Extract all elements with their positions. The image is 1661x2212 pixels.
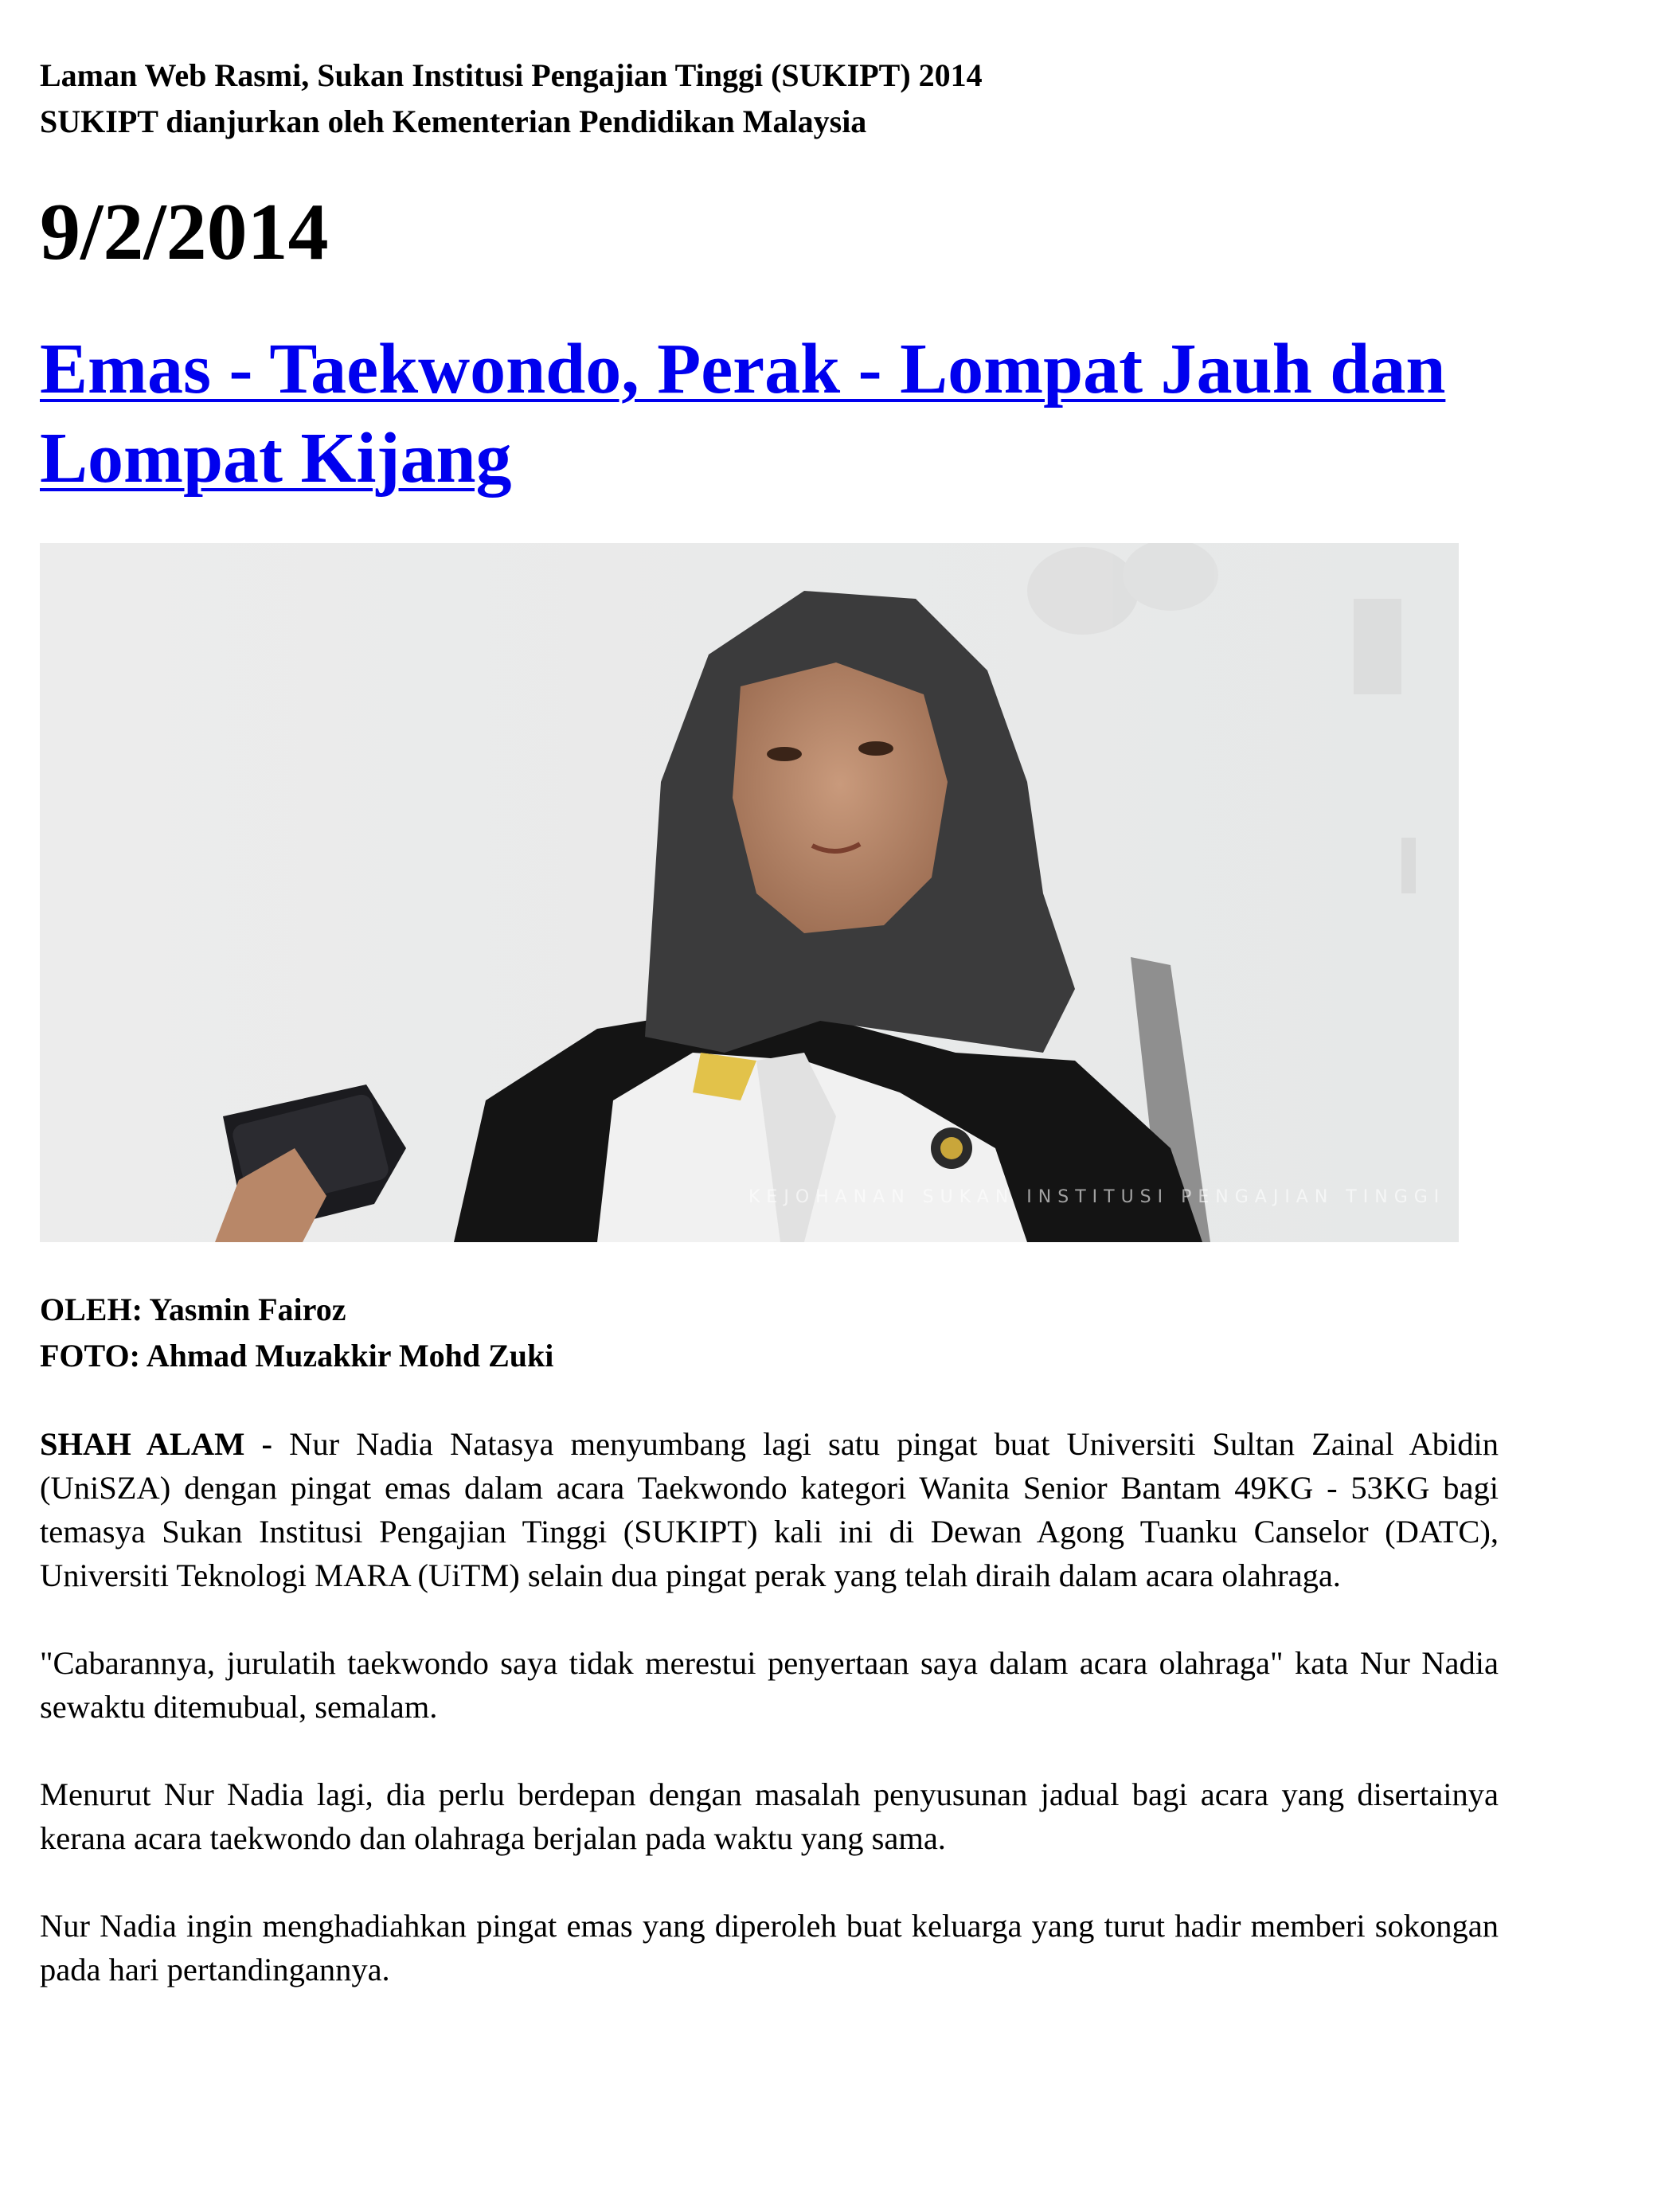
article-photo: [40, 543, 1459, 1242]
post-title-link[interactable]: Emas - Taekwondo, Perak - Lompat Jauh dan Lompat Kijang: [40, 330, 1446, 498]
article-paragraph-1: [40, 1422, 1499, 1597]
article-paragraph-1-text: Nur Nadia Natasya menyumbang lagi satu pingat buat Universiti Sultan Zainal Abidin (UniSZA) dengan pingat emas dalam acara Taekwondo kategori Wanita Senior Bantam 49KG - 53KG bagi temasya Sukan Institusi Pengajian Tinggi (SUKIPT) kali ini di Dewan Agong Tuanku Canselor (DATC), Universiti Teknologi MARA (UiTM) selain dua pingat perak yang telah diraih dalam acara olahraga.: [40, 1426, 1499, 1593]
post-date: 9/2/2014: [40, 187, 329, 277]
article-paragraph-4: Nur Nadia ingin menghadiahkan pingat emas yang diperoleh buat keluarga yang turut hadir memberi sokongan pada hari pertandingannya.: [40, 1908, 1499, 1987]
article-body: [40, 1422, 1499, 2035]
byline-photo: FOTO: Ahmad Muzakkir Mohd Zuki: [40, 1338, 554, 1374]
site-header-line-1: Laman Web Rasmi, Sukan Institusi Pengajian Tinggi (SUKIPT) 2014: [40, 57, 983, 93]
dateline: SHAH ALAM -: [40, 1426, 272, 1462]
site-header-line-2: SUKIPT dianjurkan oleh Kementerian Pendidikan Malaysia: [40, 104, 867, 139]
article-paragraph-3: Menurut Nur Nadia lagi, dia perlu berdepan dengan masalah penyusunan jadual bagi acara yang disertainya kerana acara taekwondo dan olahraga berjalan pada waktu yang sama.: [40, 1776, 1499, 1856]
site-header: [40, 53, 983, 145]
photo-watermark: KEJOHANAN SUKAN INSTITUSI PENGAJIAN TINGGI: [748, 1187, 1446, 1207]
article-paragraph-2: "Cabarannya, jurulatih taekwondo saya tidak merestui penyertaan saya dalam acara olahraga" kata Nur Nadia sewaktu ditemubual, semalam.: [40, 1645, 1499, 1725]
byline-author: OLEH: Yasmin Fairoz: [40, 1292, 346, 1327]
byline: [40, 1287, 553, 1379]
